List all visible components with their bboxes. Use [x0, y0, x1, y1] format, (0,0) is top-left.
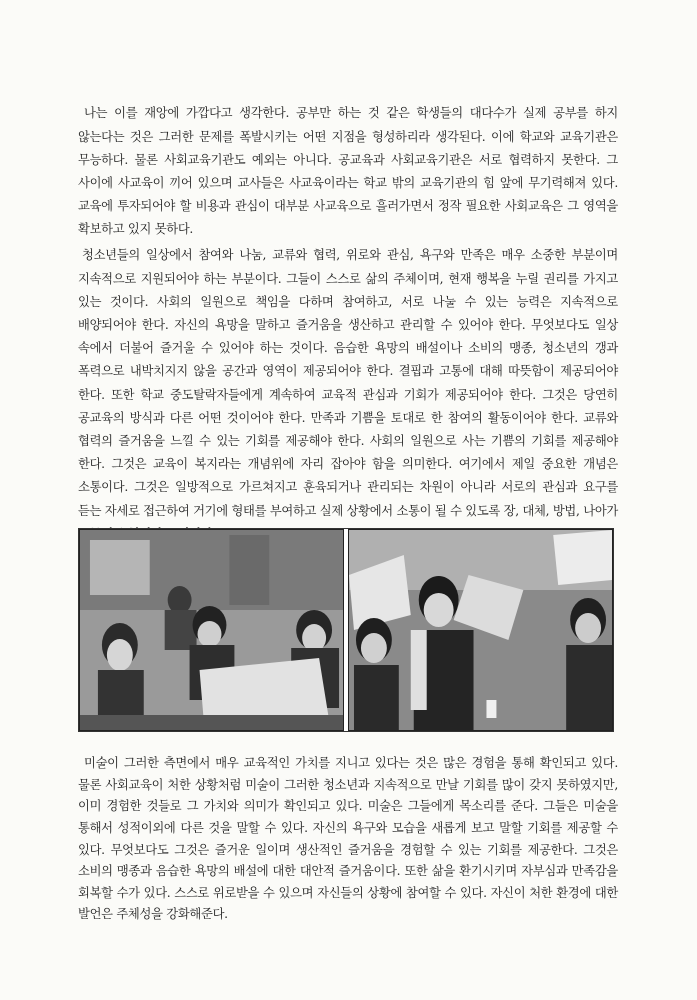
classroom-students-photo [79, 529, 344, 731]
paragraph-1: 나는 이를 재앙에 가깝다고 생각한다. 공부만 하는 것 같은 학생들의 대다수가 실제 공부를 하지 않는다는 것은 그러한 문제를 폭발시키는 어떤 지점을 형성하리라 생각된다. 이에 학교와 교육기관은 무능하다. 물론 사회교육기관도 예외는 아니다. 공교육과 사회교육기관은 서로 협력하지 못한다. 그 사이에 사교육이 끼어 있으며 교사들은 사교육이라는 학교 밖의 교육기관의 힘 앞에 무기력해져 있다. 교육에 투자되어야 할 비용과 관심이 대부분 사교육으로 흘러가면서 정작 필요한 사회교육은 그 영역을 확보하고 있지 못하다. [78, 106, 618, 237]
photo-strip [78, 528, 614, 732]
paragraph-2: 청소년들의 일상에서 참여와 나눔, 교류와 협력, 위로와 관심, 욕구와 만족은 매우 소중한 부분이며 지속적으로 지원되어야 하는 부분이다. 그들이 스스로 삶의 주체이며, 현재 행복을 누릴 권리를 가지고 있는 것이다. 사회의 일원으로 책임을 다하며 참여하고, 서로 나눌 수 있는 능력은 지속적으로 배양되어야 한다. 자신의 욕망을 말하고 즐거움을 생산하고 관리할 수 있어야 한다. 무엇보다도 일상 속에서 더불어 즐거울 수 있어야 하는 것이다. 음습한 욕망의 배설이나 소비의 맹종, 청소년의 갱과 폭력으로 내박치지지 않을 공간과 영역이 제공되어야 한다. 결핍과 고통에 대해 따뜻함이 제공되어야 한다. 또한 학교 중도탈락자들에게 계속하여 교육적 관심과 기회가 제공되어야 한다. 그것은 당연히 공교육의 방식과 다른 어떤 것이어야 한다. 만족과 기쁨을 토대로 한 참여의 활동이어야 한다. 교류와 협력의 즐거움을 느낄 수 있는 기회를 제공해야 한다. 사회의 일원으로 사는 기쁨의 기회를 제공해야 한다. 그것은 교육이 복지라는 개념위에 자리 잡아야 함을 의미한다. 여기에서 제일 중요한 개념은 소통이다. 그것은 일방적으로 가르쳐지고 훈육되거나 관리되는 차원이 아니라 서로의 관심과 요구를 듣는 자세로 접근하여 거기에 형태를 부여하고 실제 상황에서 소통이 될 수 있도록 장, 대체, 방법, 나아가 [78, 248, 618, 518]
students-holding-signs-photo [348, 529, 613, 731]
paragraph-3: 미술이 그러한 측면에서 매우 교육적인 가치를 지니고 있다는 것은 많은 경험을 통해 확인되고 있다. 물론 사회교육이 처한 상황처럼 미술이 그러한 청소년과 지속적으로 만날 기회를 많이 갖지 못하였지만, 이미 경험한 것들로 그 가치와 의미가 확인되고 있다. 미술은 그들에게 목소리를 준다. 그들은 미술을 통해서 성적이외에 다른 것을 말할 수 있다. 자신의 욕구와 모습을 새롭게 보고 말할 기회를 제공할 수 있다. 무엇보다도 그것은 즐거운 일이며 생산적인 즐거움을 경험할 수 있는 기회를 제공한다. 그것은 소비의 맹종과 음습한 욕망의 배설에 대한 대안적 즐거움이다. 또한 삶을 환기시키며 자부심과 만족감을 회복할 수가 있다. 스스로 위로받을 수 있으며 자신들의 상황에 참여할 수 있다. 자신이 처한 환경에 대한 발언은 주체성을 강화해준다. [78, 756, 618, 922]
